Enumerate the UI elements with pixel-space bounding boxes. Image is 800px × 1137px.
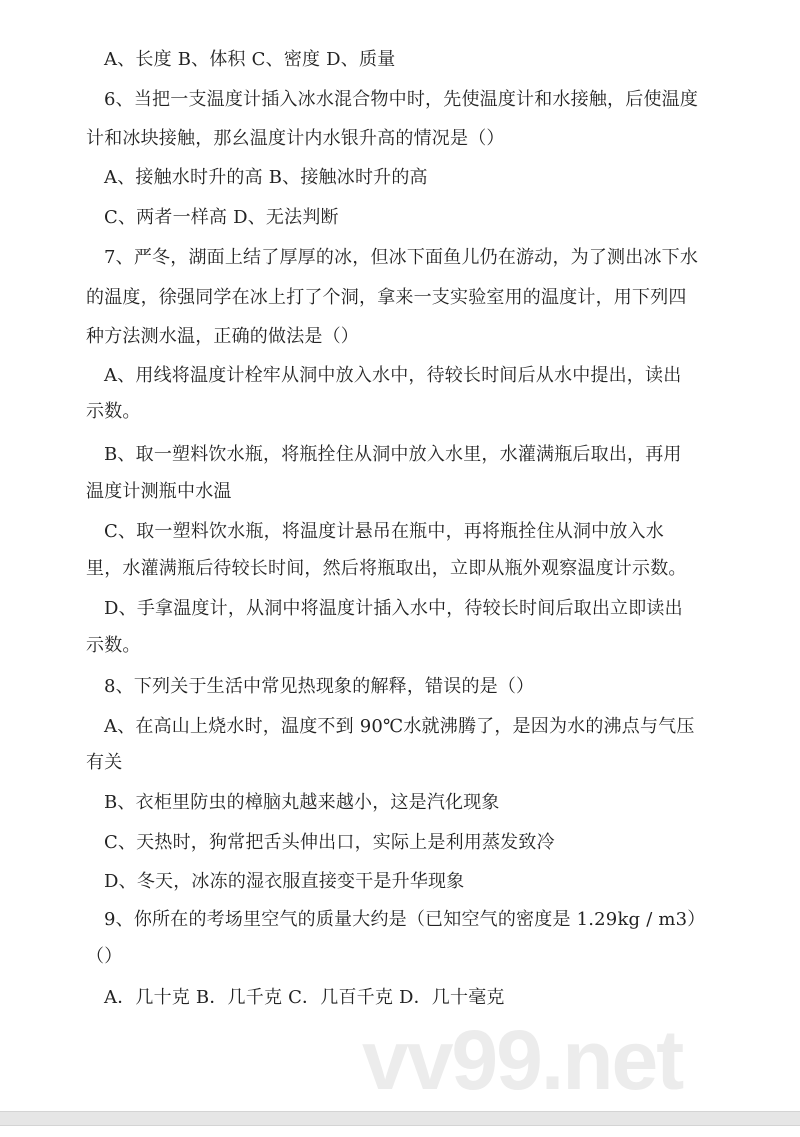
q7-stem-cont: 的温度，徐强同学在冰上打了个洞，拿来一支实验室用的温度计，用下列四 [86,287,687,308]
q8-option-a: A、在高山上烧水时，温度不到 90℃水就沸腾了，是因为水的沸点与气压 [104,716,695,737]
q7-option-d: D、手拿温度计，从洞中将温度计插入水中，待较长时间后取出立即读出 [104,598,683,619]
q9-options: A．几十克 B．几千克 C．几百千克 D．几十毫克 [104,987,505,1008]
q7-option-c: C、取一塑料饮水瓶，将温度计悬吊在瓶中，再将瓶拴住从洞中放入水 [104,521,664,542]
q9-stem: 9、你所在的考场里空气的质量大约是（已知空气的密度是 1.29kg / m3） [104,909,706,930]
q7-stem: 7、严冬，湖面上结了厚厚的冰，但冰下面鱼儿仍在游动，为了测出冰下水 [104,247,699,268]
q8-option-a-cont: 有关 [86,752,123,773]
q7-option-c-cont: 里，水灌满瓶后待较长时间，然后将瓶取出，立即从瓶外观察温度计示数。 [86,558,687,579]
q6-stem-cont: 计和冰块接触，那幺温度计内水银升高的情况是（） [86,128,505,149]
q8-option-b: B、衣柜里防虫的樟脑丸越来越小，这是汽化现象 [104,792,500,813]
q7-option-a: A、用线将温度计栓牢从洞中放入水中，待较长时间后从水中提出，读出 [104,365,682,386]
q7-stem-cont: 种方法测水温，正确的做法是（） [86,326,359,347]
q7-option-a-cont: 示数。 [86,401,141,422]
page-separator [0,1111,800,1126]
q6-options-cd: C、两者一样高 D、无法判断 [104,207,339,228]
q6-options-ab: A、接触水时升的高 B、接触冰时升的高 [104,167,428,188]
q7-option-b: B、取一塑料饮水瓶，将瓶拴住从洞中放入水里，水灌满瓶后取出，再用 [104,444,682,465]
watermark: vv99.net [362,1013,683,1107]
q8-option-d: D、冬天，冰冻的湿衣服直接变干是升华现象 [104,871,465,892]
q8-stem: 8、下列关于生活中常见热现象的解释，错误的是（） [104,676,535,697]
q9-stem-cont: （） [86,946,123,967]
q7-option-b-cont: 温度计测瓶中水温 [86,481,232,502]
q7-option-d-cont: 示数。 [86,635,141,656]
q6-stem: 6、当把一支温度计插入冰水混合物中时，先使温度计和水接触，后使温度 [104,89,699,110]
q8-option-c: C、天热时，狗常把舌头伸出口，实际上是利用蒸发致冷 [104,832,555,853]
q5-options: A、长度 B、体积 C、密度 D、质量 [104,49,396,70]
